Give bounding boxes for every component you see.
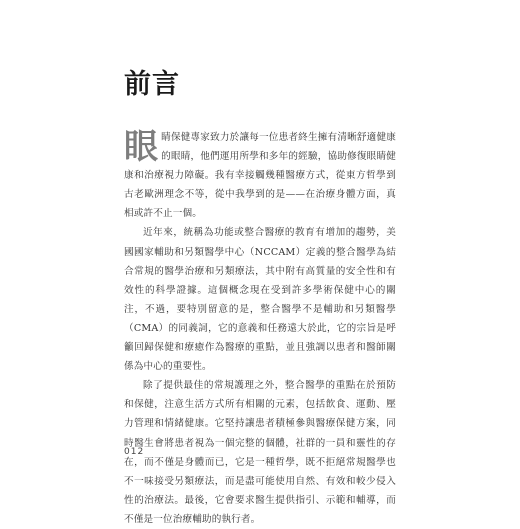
paragraph-1: [124, 128, 396, 223]
body-text: [124, 128, 396, 529]
paragraph-1-text: 睛保健專家致力於讓每一位患者終生擁有清晰舒適健康的眼睛，他們運用所學和多年的經驗，協助修復眼睛健康和治療視力障礙。我有幸接觸幾種醫療方式，從東方哲學到古老歐洲理念不等，從中我學到的是——在治療身體方面，真相或許不止一個。: [124, 132, 396, 220]
paragraph-3: 除了提供最佳的常規護理之外，整合醫學的重點在於預防和保健，注意生活方式所有相關的元素，包括飲食、運動、壓力管理和情緒健康。它堅持讓患者積極參與醫療保健方案，同時醫生會將患者視為一個完整的個體，社群的一員和靈性的存在，而不僅是身體而已，它是一種哲學，既不拒絕常規醫學也不一味接受另類療法，而是盡可能使用自然、有效和較少侵入性的治療法。最後，它會要求醫生提供指引、示範和輔導，而不僅是一位治療輔助的執行者。: [124, 380, 396, 525]
chapter-title: 前言: [124, 69, 180, 100]
drop-cap: 眼: [124, 127, 159, 167]
paragraph-2: 近年來，統稱為功能或整合醫療的教育有增加的趨勢，美國國家輔助和另類醫學中心（NCCAM）定義的整合醫學為結合常規的醫學治療和另類療法，其中附有高質量的安全性和有效性的科學證據。這個概念現在受到許多學術保健中心的關注，不過，要特別留意的是，整合醫學不是輔助和另類醫學（CMA）的同義詞，它的意義和任務遠大於此，它的宗旨是呼籲回歸保健和療癒作為醫療的重點，並且強調以患者和醫師關係為中心的重要性。: [124, 227, 396, 373]
page-number: 012: [124, 447, 145, 457]
